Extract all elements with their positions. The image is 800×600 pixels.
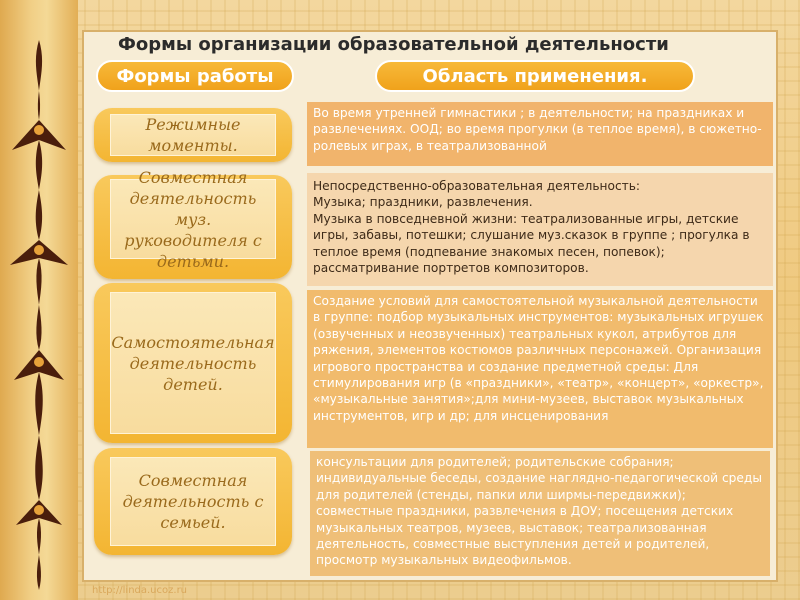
form-box-joint-activity-family <box>94 448 292 555</box>
form-label: Совместная деятельность с семьей. <box>110 457 276 546</box>
page-title: Формы организации образовательной деятельности <box>118 34 669 55</box>
form-box-independent-activity <box>94 283 292 443</box>
area-line: Непосредственно-образовательная деятельность: <box>313 179 641 193</box>
area-line: Музыка в повседневной жизни: театрализованные игры, детские игры, забавы, потешки; слушание муз.сказок в группе ; прогулка в теплое время (подпевание знакомых песен, попевок); рассматривание портретов композиторов. <box>313 211 750 276</box>
area-text-joint-activity-music-director <box>307 173 773 286</box>
area-line: Музыка; праздники, развлечения. <box>313 195 533 210</box>
area-text-joint-activity-family: консультации для родителей; родительские собрания; индивидуальные беседы, создание наглядно-педагогической среды для родителей (стенды, папки или ширмы-передвижки); совместные праздники, развлечения в ДОУ; посещения детских музыкальных театров, музеев, выставок; театрализованная деятельность, совместные выступления детей и родителей, просмотр музыкальных видеофильмов. <box>310 451 770 576</box>
form-box-routine-moments <box>94 108 292 162</box>
form-box-joint-activity-music-director <box>94 167 292 279</box>
form-label: Самостоятельная деятельность детей. <box>110 292 276 434</box>
area-text-routine-moments: Во время утренней гимнастики ; в деятельности; на праздниках и развлечениях. ООД; во время прогулки (в теплое время), в сюжетно-ролевых играх, в театрализованной <box>307 102 773 166</box>
watermark: http://linda.ucoz.ru <box>92 585 188 596</box>
decorative-ornament-border <box>0 0 78 600</box>
header-area-of-application: Область применения. <box>375 60 695 92</box>
header-forms-of-work: Формы работы <box>96 60 294 92</box>
form-label: Режимные моменты. <box>110 114 276 156</box>
ornament-pattern <box>0 0 78 600</box>
form-label: Совместная деятельность муз. руководителя с детьми. <box>110 179 276 259</box>
area-text-independent-activity: Создание условий для самостоятельной музыкальной деятельности в группе: подбор музыкальных инструментов: музыкальных игрушек (озвученных и неозвученных) театральных кукол, атрибутов для ряжения, элементов костюмов различных персонажей. Организация игрового пространства и создание предметной среды: Для стимулирования игр (в «праздники», «театр», «концерт», «оркестр», «музыкальные занятия»;для мини-музеев, выставок музыкальных инструментов, игр и др; для инсценирования <box>307 290 773 448</box>
